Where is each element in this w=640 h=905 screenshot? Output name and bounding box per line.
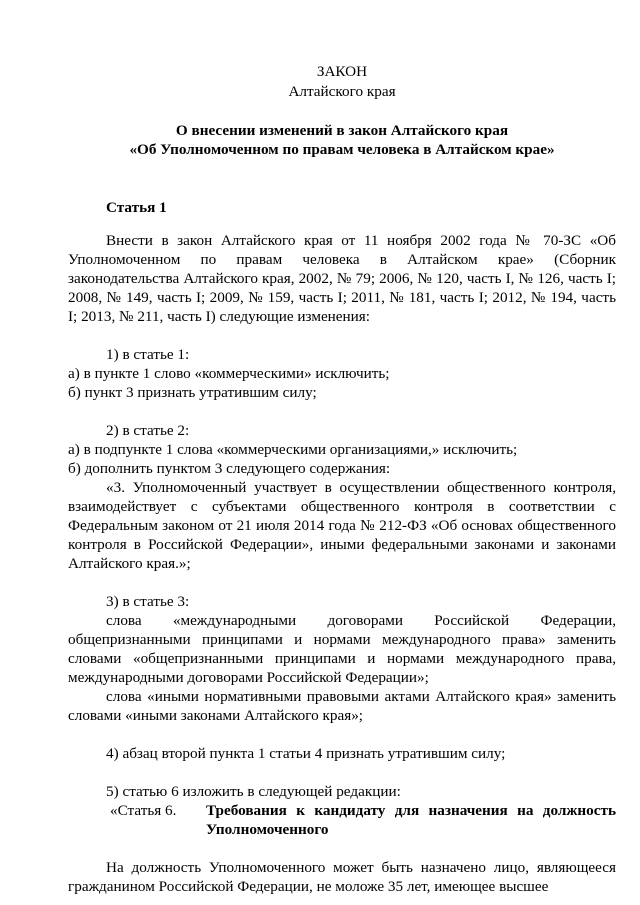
item-2-quote: «3. Уполномоченный участвует в осуществлении общественного контроля, взаимодействует с субъектами общественного контроля в соответствии с Федеральным законом от 21 июля 2014 года № 212-ФЗ «Об основах общественного контроля в Российской Федерации», иными федеральными законами и законами Алтайского края.»; [68, 479, 616, 572]
region-subtitle: Алтайского края [288, 83, 396, 100]
article-1-intro: Внести в закон Алтайского края от 11 ноября 2002 года № 70-ЗС «Об Уполномоченном по правам человека в Алтайском крае» (Сборник законодательства Алтайского края, 2002, № 79; 2006, № 120, часть I, № 126, часть I; 2008, № 149, часть I; 2009, № 159, часть I; 2011, № 181, часть I; 2012, № 194, часть I; 2013, № 211, часть I) следующие изменения: [68, 232, 616, 325]
article-6-header [68, 801, 616, 839]
law-heading-line-1: О внесении изменений в закон Алтайского края [175, 122, 509, 139]
item-1-b: б) пункт 3 признать утратившим силу; [68, 384, 317, 401]
document-type-title: ЗАКОН [316, 63, 368, 80]
item-5-heading: 5) статью 6 изложить в следующей редакции: [106, 783, 401, 800]
item-3-paragraph-1: слова «международными договорами Российской Федерации, общепризнанными принципами и нормами международного права» заменить словами «общепризнанными принципами и нормами международного права, международными договорами Российской Федерации»; [68, 612, 616, 686]
item-1-a: а) в пункте 1 слово «коммерческими» исключить; [68, 365, 390, 382]
item-2-b: б) дополнить пунктом 3 следующего содержания: [68, 460, 391, 477]
item-1-heading: 1) в статье 1: [106, 346, 190, 363]
item-3-paragraph-2: слова «иными нормативными правовыми актами Алтайского края» заменить словами «иными законами Алтайского края»; [68, 688, 616, 724]
item-4: 4) абзац второй пункта 1 статьи 4 признать утратившим силу; [106, 745, 506, 762]
law-heading-line-2: «Об Уполномоченном по правам человека в Алтайском крае» [129, 141, 555, 158]
item-2-heading: 2) в статье 2: [106, 422, 190, 439]
item-3-heading: 3) в статье 3: [106, 593, 190, 610]
article-6-title: Требования к кандидату для назначения на должность Уполномоченного [206, 802, 616, 838]
article-1-title: Статья 1 [106, 199, 167, 216]
article-6-label: «Статья 6. [110, 802, 177, 819]
article-6-text: На должность Уполномоченного может быть назначено лицо, являющееся гражданином Российской Федерации, не моложе 35 лет, имеющее высшее [68, 859, 616, 895]
item-2-a: а) в подпункте 1 слова «коммерческими организациями,» исключить; [68, 441, 518, 458]
document-page [68, 62, 616, 896]
